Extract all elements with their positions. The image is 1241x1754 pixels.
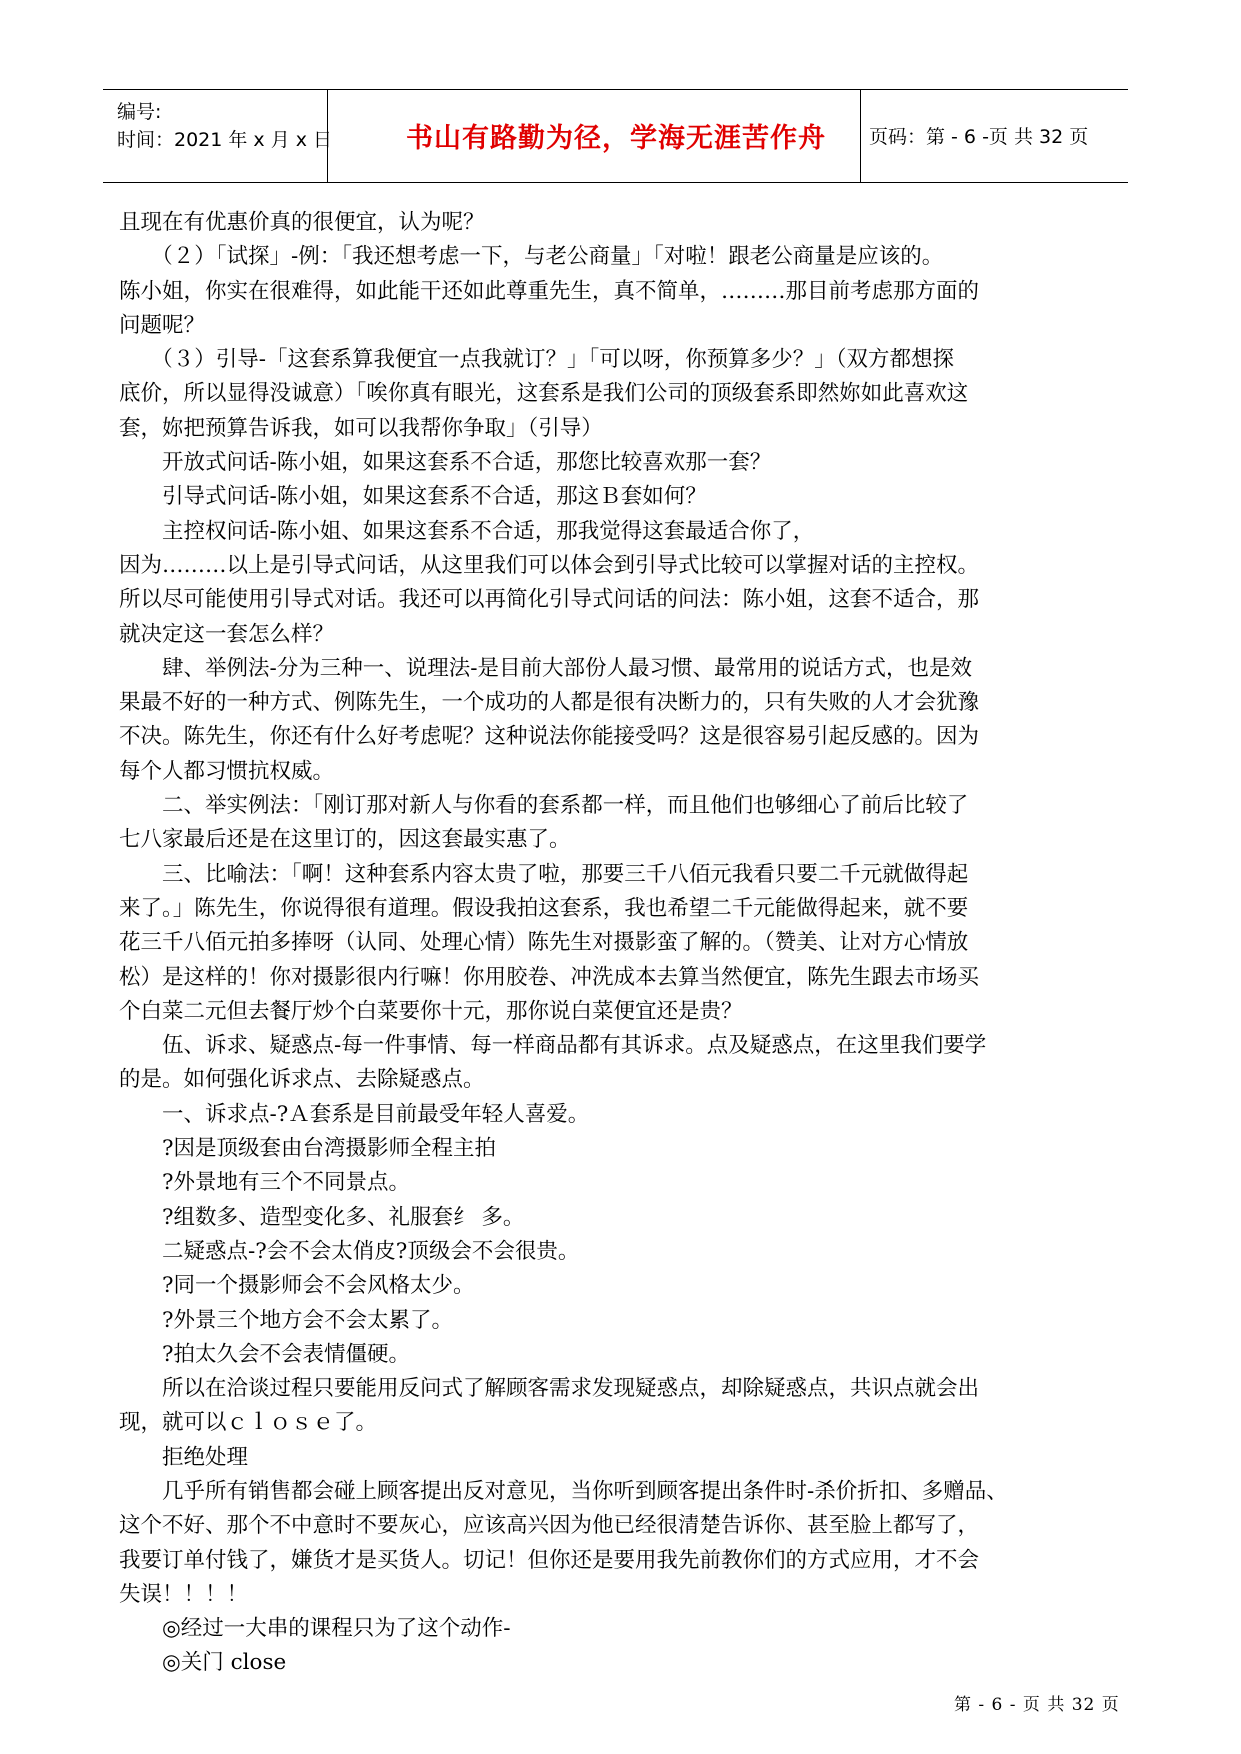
body-line: 每个人都习惯抗权威。: [119, 758, 335, 784]
body-line: （２）「试探」-例：「我还想考虑一下，与老公商量」「对啦！跟老公商量是应该的。: [119, 244, 944, 270]
body-line: （３）引导-「这套系算我便宜一点我就订？」「可以呀，你预算多少？」（双方都想探: [119, 347, 955, 373]
body-line: 底价，所以显得没诚意）「唉你真有眼光，这套系是我们公司的顶级套系即然妳如此喜欢这: [119, 381, 969, 407]
body-line: 因为………以上是引导式问话，从这里我们可以体会到引导式比较可以掌握对话的主控权。: [119, 552, 980, 578]
header-page-label: 页码：第 - 6 -页 共 32 页: [869, 126, 1089, 148]
body-line: 二疑惑点-?会不会太俏皮?顶级会不会很贵。: [119, 1238, 580, 1264]
body-line: 问题呢？: [119, 312, 206, 338]
header-divider: [327, 90, 328, 182]
body-line: 松）是这样的！你对摄影很内行嘛！你用胶卷、冲洗成本去算当然便宜，陈先生跟去市场买: [119, 964, 980, 990]
body-line: 套，妳把预算告诉我，如可以我帮你争取」（引导）: [119, 415, 603, 441]
body-line: ?外景地有三个不同景点。: [119, 1170, 411, 1196]
body-line: 现，就可以ｃｌｏｓｅ了。: [119, 1410, 378, 1436]
body-line: 失误！！！！: [119, 1581, 249, 1607]
body-line: 所以尽可能使用引导式对话。我还可以再简化引导式问话的问法：陈小姐，这套不适合，那: [119, 587, 980, 613]
body-line: 肆、举例法-分为三种一、说理法-是目前大部份人最习惯、最常用的说话方式，也是效: [119, 655, 973, 681]
body-line: 二、举实例法：「刚订那对新人与你看的套系都一样，而且他们也够细心了前后比较了: [119, 793, 969, 819]
body-line: 这个不好、那个不中意时不要灰心，应该高兴因为他已经很清楚告诉你、甚至脸上都写了，: [119, 1513, 980, 1539]
body-line: 陈小姐，你实在很难得，如此能干还如此尊重先生，真不简单，………那目前考虑那方面的: [119, 278, 980, 304]
body-line: 开放式问话-陈小姐，如果这套系不合适，那您比较喜欢那一套？: [119, 450, 772, 476]
body-line: 就决定这一套怎么样？: [119, 621, 335, 647]
body-line: 的是。如何强化诉求点、去除疑惑点。: [119, 1067, 485, 1093]
body-line: 伍、诉求、疑惑点-每一件事情、每一样商品都有其诉求。点及疑惑点，在这里我们要学: [119, 1033, 987, 1059]
body-line: 且现在有优惠价真的很便宜，认为呢？: [119, 210, 485, 235]
body-line: ?拍太久会不会表情僵硬。: [119, 1341, 411, 1367]
document-body: [119, 206, 1135, 1681]
body-line: ◎关门 close: [119, 1650, 287, 1676]
body-line: 所以在洽谈过程只要能用反问式了解顾客需求发现疑惑点，却除疑惑点，共识点就会出: [119, 1376, 980, 1402]
body-line: 我要订单付钱了，嫌货才是买货人。切记！但你还是要用我先前教你们的方式应用，才不会: [119, 1547, 980, 1573]
body-line: ?因是顶级套由台湾摄影师全程主拍: [119, 1136, 497, 1162]
body-line: 拒绝处理: [119, 1444, 249, 1470]
header-motto: 书山有路勤为径，学海无涯苦作舟: [406, 123, 826, 154]
body-line: 个白菜二元但去餐厅炒个白菜要你十元，那你说白菜便宜还是贵？: [119, 998, 743, 1024]
body-line: ?组数多、造型变化多、礼服套纟 多。: [119, 1204, 525, 1230]
body-line: 一、诉求点-?Ａ套系是目前最受年轻人喜爱。: [119, 1101, 590, 1127]
body-line: 主控权问话-陈小姐、如果这套系不合适，那我觉得这套最适合你了，: [119, 518, 815, 544]
body-line: 来了。」陈先生，你说得很有道理。假设我拍这套系，我也希望二千元能做得起来，就不要: [119, 895, 969, 921]
number-label: 编号:: [117, 101, 162, 123]
body-line: ?外景三个地方会不会太累了。: [119, 1307, 454, 1333]
body-line: 三、比喻法：「啊！这种套系内容太贵了啦，那要三千八佰元我看只要二千元就做得起: [119, 861, 969, 887]
body-line: 花三千八佰元拍多捧呀（认同、处理心情）陈先生对摄影蛮了解的。（赞美、让对方心情放: [119, 930, 969, 956]
header-meta: [117, 98, 332, 154]
header-divider: [860, 90, 861, 182]
time-label: 时间：2021 年 x 月 x 日: [117, 129, 333, 151]
body-line: ◎经过一大串的课程只为了这个动作-: [119, 1616, 511, 1642]
body-line: 果最不好的一种方式、例陈先生，一个成功的人都是很有决断力的，只有失败的人才会犹豫: [119, 690, 980, 716]
body-line: 七八家最后还是在这里订的，因这套最实惠了。: [119, 827, 571, 853]
body-line: ?同一个摄影师会不会风格太少。: [119, 1273, 475, 1299]
body-line: 几乎所有销售都会碰上顾客提出反对意见，当你听到顾客提出条件时-杀价折扣、多赠品、: [119, 1478, 1008, 1504]
header-table: [103, 89, 1128, 183]
body-line: 引导式问话-陈小姐，如果这套系不合适，那这Ｂ套如何？: [119, 484, 707, 510]
body-line: 不决。陈先生，你还有什么好考虑呢？这种说法你能接受吗？这是很容易引起反感的。因为: [119, 724, 980, 750]
page-footer: 第 - 6 - 页 共 32 页: [954, 1695, 1120, 1715]
